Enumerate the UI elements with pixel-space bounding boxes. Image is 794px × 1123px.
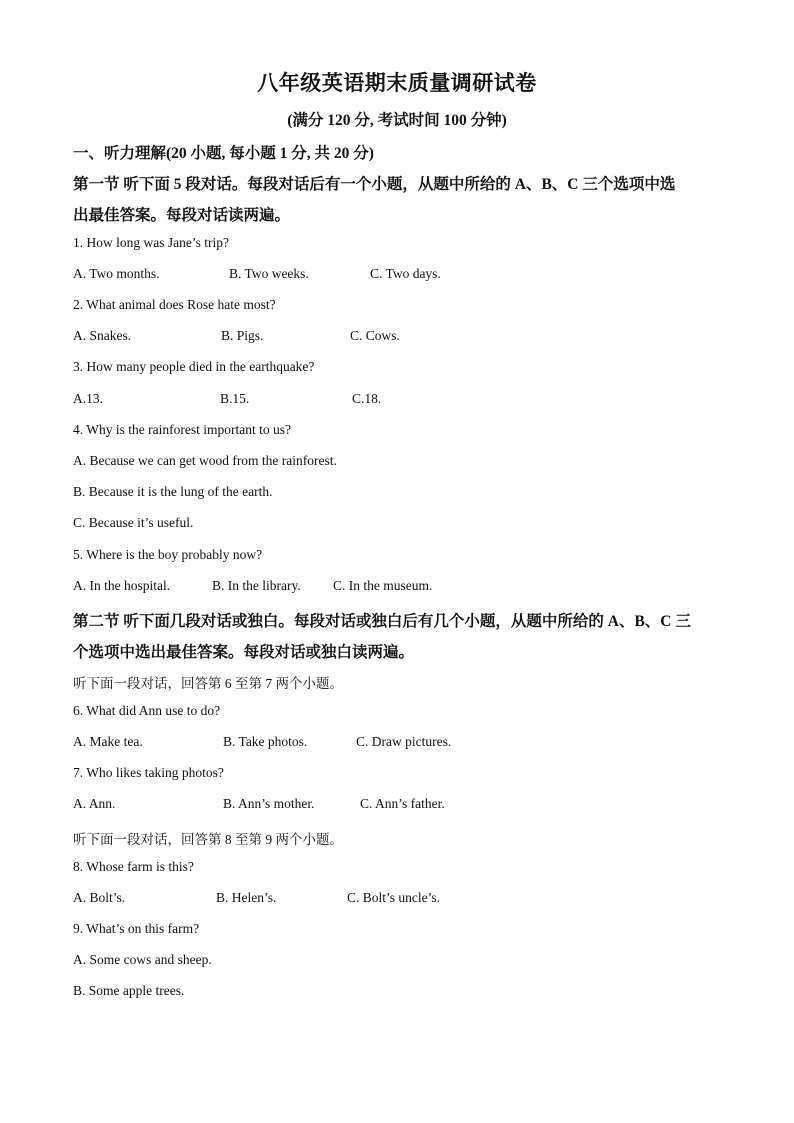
q4-option-b: B. Because it is the lung of the earth. bbox=[73, 484, 273, 499]
q8-option-a: A. Bolt’s. bbox=[73, 890, 126, 905]
part1-instruction-line1: 第一节 听下面 5 段对话。每段对话后有一个小题，从题中所给的 A、B、C 三个选项中选 bbox=[73, 176, 676, 193]
q9-option-a: A. Some cows and sheep. bbox=[73, 952, 212, 967]
q5-option-b: B. In the library. bbox=[212, 578, 301, 593]
q5-option-a: A. In the hospital. bbox=[73, 578, 171, 593]
part2-instruction-line2: 个选项中选出最佳答案。每段对话或独白读两遍。 bbox=[73, 644, 415, 661]
q8-option-b: B. Helen’s. bbox=[216, 890, 277, 905]
instruction-q6-q7: 听下面一段对话，回答第 6 至第 7 两个小题。 bbox=[73, 676, 343, 691]
question-8: 8. Whose farm is this? bbox=[73, 859, 194, 874]
q7-option-c: C. Ann’s father. bbox=[360, 796, 445, 811]
question-7: 7. Who likes taking photos? bbox=[73, 765, 224, 780]
q3-option-a: A.13. bbox=[73, 391, 103, 406]
q4-option-a: A. Because we can get wood from the rainforest. bbox=[73, 453, 337, 468]
q1-option-c: C. Two days. bbox=[370, 266, 441, 281]
q3-option-c: C.18. bbox=[352, 391, 382, 406]
q1-option-a: A. Two months. bbox=[73, 266, 160, 281]
q6-option-b: B. Take photos. bbox=[223, 734, 308, 749]
question-9: 9. What’s on this farm? bbox=[73, 921, 200, 936]
q8-option-c: C. Bolt’s uncle’s. bbox=[347, 890, 441, 905]
question-5: 5. Where is the boy probably now? bbox=[73, 547, 263, 562]
q7-option-b: B. Ann’s mother. bbox=[223, 796, 315, 811]
q1-option-b: B. Two weeks. bbox=[229, 266, 309, 281]
question-2: 2. What animal does Rose hate most? bbox=[73, 297, 276, 312]
part2-instruction-line1: 第二节 听下面几段对话或独白。每段对话或独白后有几个小题，从题中所给的 A、B、C 三 bbox=[73, 613, 691, 630]
question-4: 4. Why is the rainforest important to us? bbox=[73, 422, 291, 437]
question-1: 1. How long was Jane’s trip? bbox=[73, 235, 229, 250]
page-title: 八年级英语期末质量调研试卷 bbox=[257, 71, 537, 95]
part1-instruction-line2: 出最佳答案。每段对话读两遍。 bbox=[73, 207, 291, 224]
question-6: 6. What did Ann use to do? bbox=[73, 703, 221, 718]
q6-option-a: A. Make tea. bbox=[73, 734, 143, 749]
q2-option-c: C. Cows. bbox=[350, 328, 400, 343]
q4-option-c: C. Because it’s useful. bbox=[73, 515, 194, 530]
q3-option-b: B.15. bbox=[220, 391, 250, 406]
question-3: 3. How many people died in the earthquake? bbox=[73, 359, 315, 374]
q6-option-c: C. Draw pictures. bbox=[356, 734, 452, 749]
q2-option-a: A. Snakes. bbox=[73, 328, 132, 343]
instruction-q8-q9: 听下面一段对话，回答第 8 至第 9 两个小题。 bbox=[73, 832, 343, 847]
q5-option-c: C. In the museum. bbox=[333, 578, 433, 593]
q7-option-a: A. Ann. bbox=[73, 796, 116, 811]
q9-option-b: B. Some apple trees. bbox=[73, 983, 185, 998]
section-heading: 一、听力理解(20 小题, 每小题 1 分, 共 20 分) bbox=[73, 145, 374, 162]
page-subtitle: (满分 120 分, 考试时间 100 分钟) bbox=[287, 112, 507, 129]
q2-option-b: B. Pigs. bbox=[221, 328, 264, 343]
